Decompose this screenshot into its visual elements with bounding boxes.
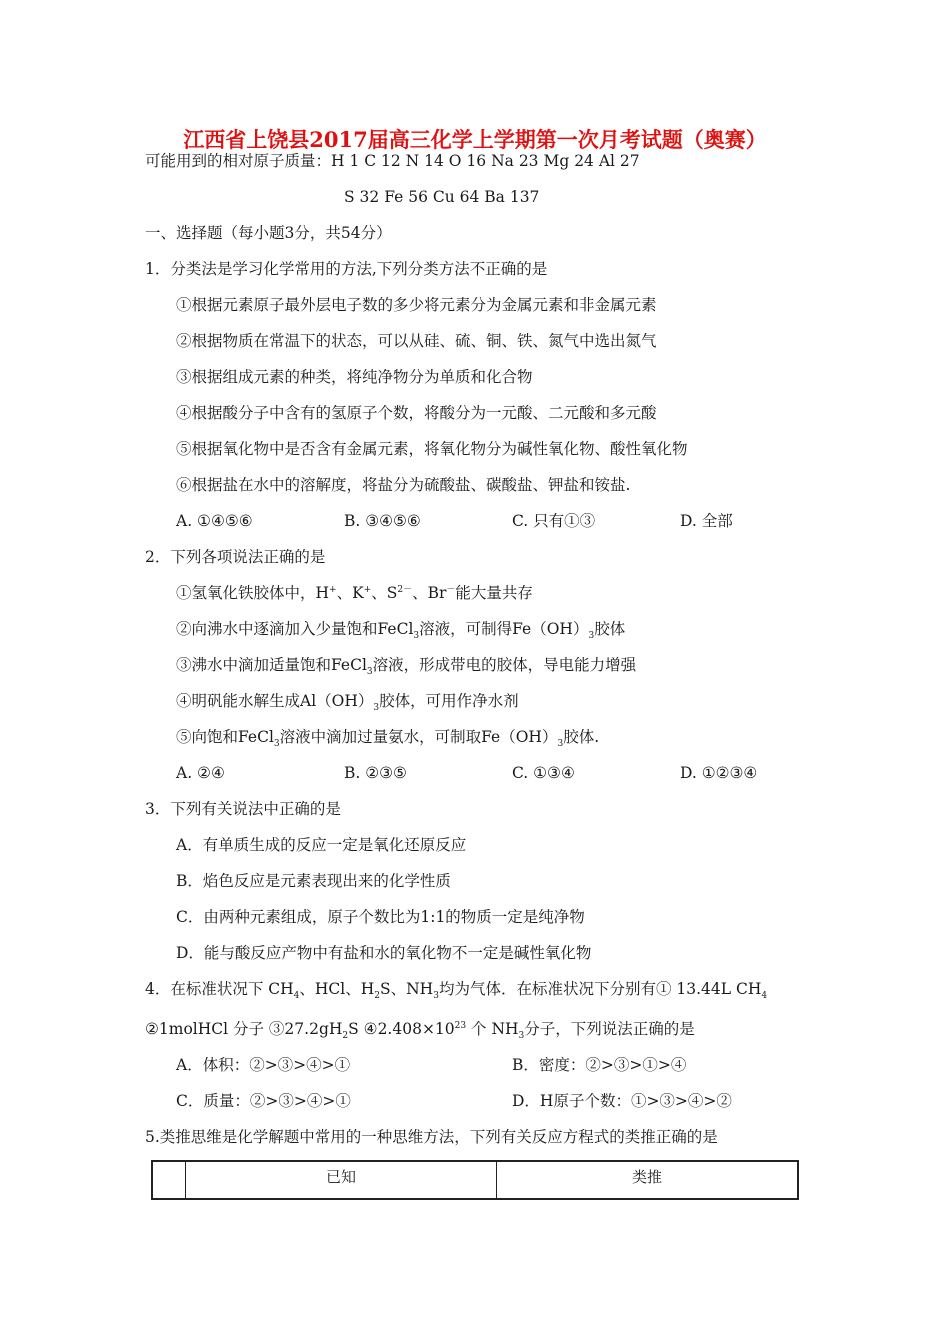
q1-item: ②根据物质在常温下的状态，可以从硅、硫、铜、铁、氮气中选出氮气 [176, 332, 657, 350]
q2-option-b: B. ②③⑤ [344, 764, 407, 782]
q1-item: ④根据酸分子中含有的氢原子个数，将酸分为一元酸、二元酸和多元酸 [176, 404, 657, 422]
q2-option-d: D. ①②③④ [680, 764, 758, 782]
q1-item: ⑤根据氧化物中是否含有金属元素，将氧化物分为碱性氧化物、酸性氧化物 [176, 440, 688, 458]
q3-option-b: B．焰色反应是元素表现出来的化学性质 [176, 872, 451, 890]
q2-item: ②向沸水中逐滴加入少量饱和FeCl$_3$溶液，可制得$Fe(OH)_3$胶体 [176, 620, 626, 642]
table-cell-index [152, 1161, 186, 1199]
table-header-known: 已知 [186, 1161, 497, 1199]
q4-option-b: B．密度：②>③>①>④ [512, 1056, 687, 1074]
q2-item: ③沸水中滴加适量饱和FeCl$_3$溶液，形成带电的胶体，导电能力增强 [176, 656, 637, 678]
atomic-mass-line-1: 可能用到的相对原子质量：H 1 C 12 N 14 O 16 Na 23 Mg 24 Al 27 [145, 152, 640, 170]
q4-option-c: C．质量：②>③>④>① [176, 1092, 351, 1110]
q2-item: ①氢氧化铁胶体中，H+、K+、$S^{2-}$、Br－能大量共存 [176, 584, 533, 602]
q1-item: ③根据组成元素的种类，将纯净物分为单质和化合物 [176, 368, 533, 386]
section-heading: 一、选择题（每小题3分，共54分） [145, 224, 392, 242]
q3-option-c: C．由两种元素组成，原子个数比为1:1的物质一定是纯净物 [176, 908, 585, 926]
atomic-mass-line-2: S 32 Fe 56 Cu 64 Ba 137 [344, 188, 540, 206]
q1-option-c: C. 只有①③ [512, 512, 596, 530]
page-title: 江西省上饶县2017届高三化学上学期第一次月考试题（奥赛） [183, 127, 767, 152]
q2-item: ④明矾能水解生成$Al(OH)_3$胶体，可用作净水剂 [176, 692, 519, 714]
q3-stem: 3．下列有关说法中正确的是 [145, 800, 341, 818]
q4-option-a: A．体积：②>③>④>① [176, 1056, 351, 1074]
q2-option-c: C. ①③④ [512, 764, 575, 782]
q1-item: ⑥根据盐在水中的溶解度，将盐分为硫酸盐、碳酸盐、钾盐和铵盐. [176, 476, 631, 494]
q4-option-d: D．H原子个数：①>③>④>② [512, 1092, 732, 1110]
q1-option-d: D. 全部 [680, 512, 733, 530]
q2-item: ⑤向饱和FeCl$_3$溶液中滴加过量氨水，可制取$Fe(OH)_3$胶体. [176, 728, 600, 750]
table-row [152, 1161, 798, 1199]
q2-option-a: A. ②④ [176, 764, 225, 782]
q4-stem-line-2: ②1molHCl 分子 $③27.2gH_2S$ $④2.408\times 10^{23}$ 个 $NH_3$分子，下列说法正确的是 [145, 1020, 695, 1042]
q1-option-b: B. ③④⑤⑥ [344, 512, 421, 530]
table-header-analogy: 类推 [497, 1161, 799, 1199]
q1-item: ①根据元素原子最外层电子数的多少将元素分为金属元素和非金属元素 [176, 296, 657, 314]
q4-stem-line-1: 4．在标准状况下 $CH_4$、HCl、$H_2S$、$NH_3$均为气体．在标准状况下分别有① 13.44L $CH_4$ [145, 980, 768, 1002]
q1-option-a: A. ①④⑤⑥ [176, 512, 253, 530]
q3-option-d: D．能与酸反应产物中有盐和水的氧化物不一定是碱性氧化物 [176, 944, 592, 962]
analogy-table [151, 1160, 799, 1200]
q2-stem: 2．下列各项说法正确的是 [145, 548, 326, 566]
q3-option-a: A．有单质生成的反应一定是氧化还原反应 [176, 836, 467, 854]
q5-stem: 5.类推思维是化学解题中常用的一种思维方法，下列有关反应方程式的类推正确的是 [145, 1128, 718, 1146]
q1-stem: 1．分类法是学习化学常用的方法,下列分类方法不正确的是 [145, 260, 548, 278]
